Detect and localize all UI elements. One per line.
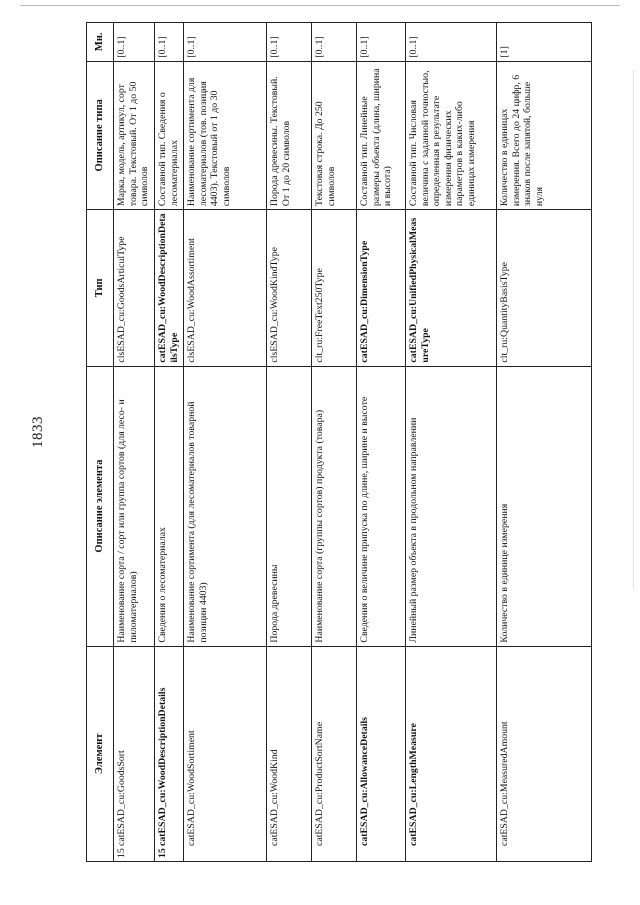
table-row [184, 23, 267, 862]
table-row [406, 23, 497, 862]
cell-description: Наименование сортимента (для лесоматериалов товарной позиции 4403) [184, 366, 267, 646]
cell-type-description: Составной тип. Сведения о лесоматериалах [155, 61, 184, 210]
cell-multiplicity: [0..1] [155, 23, 184, 62]
cell-description: Количество в единице измерения [497, 366, 592, 646]
element-name: catESAD_cu:GoodsSort [116, 750, 127, 846]
cell-type: clt_ru:FreeText250Type [312, 210, 357, 366]
row-number: 15 [157, 848, 168, 858]
cell-type-description: Порода древесины. Текстовый. От 1 до 20 символов [267, 61, 312, 210]
cell-element [406, 646, 497, 861]
cell-multiplicity: [0..1] [312, 23, 357, 62]
cell-multiplicity: [0..1] [267, 23, 312, 62]
cell-type-description: Наименование сортимента для лесоматериалов (тов. позиция 4403). Текстовый от 1 до 30 символов [184, 61, 267, 210]
element-name: catESAD_cu:ProductSortName [314, 721, 325, 846]
row-number: 15 [116, 848, 127, 858]
header-type-description: Описание типа [87, 61, 114, 210]
element-name: catESAD_cu:WoodSortiment [186, 730, 197, 846]
table-row [312, 23, 357, 862]
element-name: catESAD_cu:WoodDescriptionDetails [157, 687, 168, 846]
table-row [267, 23, 312, 862]
cell-description: Сведения о лесоматериалах [155, 366, 184, 646]
header-type: Тип [87, 210, 114, 366]
cell-type: catESAD_cu:DimensionType [357, 210, 406, 366]
cell-element [312, 646, 357, 861]
page-number: 1833 [30, 416, 46, 448]
element-name: catESAD_cu:MeasuredAmount [499, 721, 510, 846]
table-row [497, 23, 592, 862]
cell-element [155, 646, 184, 861]
element-name: catESAD_cu:WoodKind [269, 749, 280, 846]
table-row [155, 23, 184, 862]
cell-type: clsESAD_cu:WoodKindType [267, 210, 312, 366]
header-element-description: Описание элемента [87, 366, 114, 646]
cell-multiplicity: [0..1] [114, 23, 155, 62]
scan-edge-line [633, 70, 634, 590]
cell-type-description: Текстовая строка. До 250 символов [312, 61, 357, 210]
cell-description: Наименование сорта / сорт или группа сортов (для лесо- и пиломатериалов) [114, 366, 155, 646]
cell-description: Наименование сорта (группы сортов) продукта (товара) [312, 366, 357, 646]
cell-element [357, 646, 406, 861]
header-multiplicity: Мн. [87, 23, 114, 62]
cell-type: catESAD_cu:WoodDescriptionDetailsType [155, 210, 184, 366]
cell-type-description: Марка, модель, артикул, сорт товара. Текстовый. От 1 до 50 символов [114, 61, 155, 210]
table-header-row [87, 23, 114, 862]
cell-element [114, 646, 155, 861]
cell-multiplicity: [0..1] [184, 23, 267, 62]
cell-element [267, 646, 312, 861]
cell-multiplicity: [1] [497, 23, 592, 62]
cell-description: Линейный размер объекта в продольном направлении [406, 366, 497, 646]
table-row [114, 23, 155, 862]
table-row [357, 23, 406, 862]
cell-type-description: Составной тип. Линейные размеры объекта (длина, ширина и высота) [357, 61, 406, 210]
cell-type-description: Количество в единицах измерения. Всего до 24 цифр, 6 знаков после запятой, больше нуля [497, 61, 592, 210]
scan-top-line [20, 5, 620, 6]
element-name: catESAD_cu:LengthMeasure [408, 723, 419, 846]
cell-type: catESAD_cu:UnifiedPhysicalMeasureType [406, 210, 497, 366]
element-table [86, 22, 592, 862]
cell-type: clsESAD_cu:WoodAssortiment [184, 210, 267, 366]
cell-type: clsESAD_cu:GoodsArticulType [114, 210, 155, 366]
cell-description: Порода древесины [267, 366, 312, 646]
cell-multiplicity: [0..1] [406, 23, 497, 62]
cell-element [497, 646, 592, 861]
rotated-table-wrapper [86, 22, 606, 862]
cell-multiplicity: [0..1] [357, 23, 406, 62]
element-name: catESAD_cu:AllowanceDetails [359, 717, 370, 846]
cell-type: clt_ru:QuantityBasisType [497, 210, 592, 366]
cell-element [184, 646, 267, 861]
header-element: Элемент [87, 646, 114, 861]
cell-type-description: Составной тип. Числовая величина с заданной точностью, определенная в результате измерения физических параметров в каких-либо единицах измерения [406, 61, 497, 210]
cell-description: Сведения о величине припуска по длине, ширине и высоте [357, 366, 406, 646]
